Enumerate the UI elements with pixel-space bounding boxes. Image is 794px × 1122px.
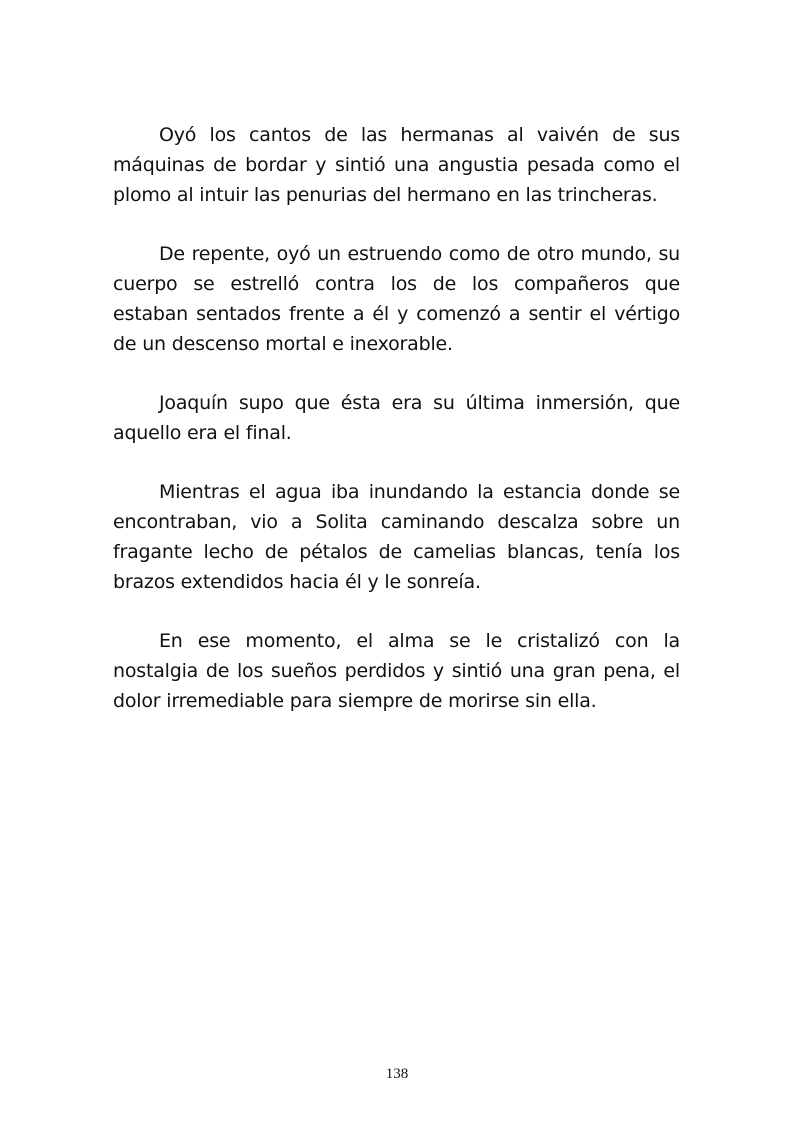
paragraph-5: En ese momento, el alma se le cristalizó con la nostalgia de los sueños perdidos y sintió una gran pena, el dolor irremediable para siempre de morirse sin ella. bbox=[113, 630, 680, 712]
paragraph-4: Mientras el agua iba inundando la estancia donde se encontraban, vio a Solita caminando descalza sobre un fragante lecho de pétalos de camelias blancas, tenía los brazos extendidos hacia él y le sonreía. bbox=[113, 481, 680, 593]
page-number: 138 bbox=[385, 1066, 409, 1082]
text-body bbox=[113, 120, 680, 745]
paragraph-1: Oyó los cantos de las hermanas al vaivén de sus máquinas de bordar y sintió una angustia pesada como el plomo al intuir las penurias del hermano en las trincheras. bbox=[113, 124, 680, 206]
paragraph-3: Joaquín supo que ésta era su última inmersión, que aquello era el final. bbox=[113, 392, 680, 444]
paragraph-2: De repente, oyó un estruendo como de otro mundo, su cuerpo se estrelló contra los de los compañeros que estaban sentados frente a él y comenzó a sentir el vértigo de un descenso mortal e inexorable. bbox=[113, 243, 680, 355]
